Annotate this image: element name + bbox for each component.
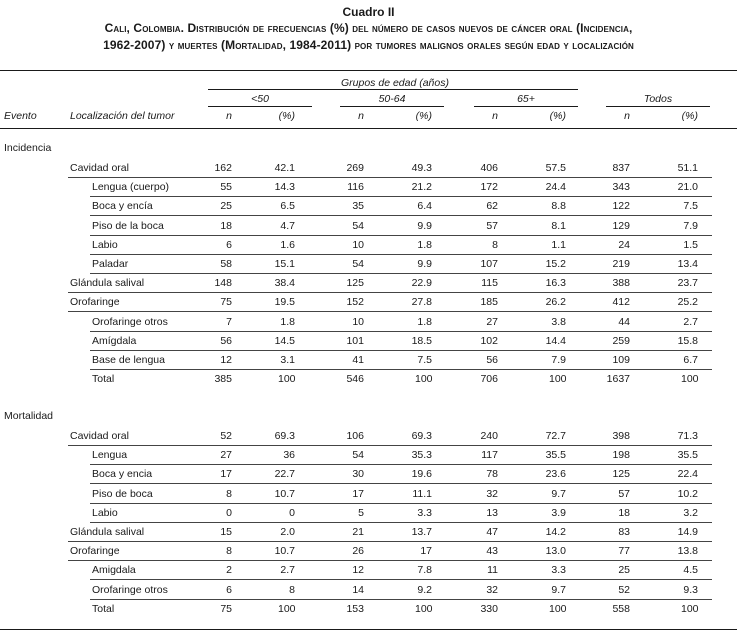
cell-pct: 3.3 — [551, 564, 566, 576]
cell-n: 385 — [214, 373, 232, 385]
cell-pct: 6.7 — [683, 354, 698, 366]
col-evento: Evento — [4, 110, 37, 122]
col-pct-header: (%) — [681, 110, 698, 122]
row-label: Boca y encia — [92, 468, 153, 480]
cell-pct: 3.9 — [551, 507, 566, 519]
age-group-2: 50-64 — [378, 93, 406, 105]
cell-n: 52 — [618, 584, 630, 596]
cell-pct: 10.7 — [274, 545, 295, 557]
cell-n: 837 — [612, 162, 630, 174]
row-label: Total — [92, 603, 115, 615]
cell-n: 240 — [480, 430, 498, 442]
cell-pct: 25.2 — [677, 296, 698, 308]
cell-n: 116 — [347, 181, 364, 193]
cell-n: 1637 — [606, 373, 630, 385]
cell-n: 8 — [492, 239, 498, 251]
cell-n: 162 — [214, 162, 232, 174]
row-rule — [68, 560, 712, 561]
cell-n: 10 — [352, 316, 364, 328]
cell-pct: 22.9 — [411, 277, 432, 289]
row-label: Total — [92, 373, 115, 385]
cell-n: 17 — [352, 488, 364, 500]
cell-n: 117 — [481, 449, 498, 461]
total-rule — [606, 106, 710, 107]
cell-pct: 13.0 — [545, 545, 566, 557]
row-rule — [68, 445, 712, 446]
cell-pct: 8.1 — [551, 220, 566, 232]
cell-pct: 18.5 — [411, 335, 432, 347]
row-rule — [90, 579, 712, 580]
cell-pct: 1.5 — [683, 239, 698, 251]
cell-n: 219 — [612, 258, 630, 270]
cell-pct: 9.7 — [551, 584, 566, 596]
cell-n: 55 — [220, 181, 232, 193]
row-rule — [90, 215, 712, 216]
cell-n: 27 — [220, 449, 232, 461]
cell-pct: 69.3 — [411, 430, 432, 442]
cell-n: 41 — [352, 354, 364, 366]
col-pct-header: (%) — [415, 110, 432, 122]
row-rule — [90, 599, 712, 600]
header-bottom-rule — [0, 128, 737, 129]
cell-n: 35 — [352, 200, 364, 212]
cell-pct: 4.7 — [280, 220, 295, 232]
cell-n: 52 — [220, 430, 232, 442]
cell-pct: 14.5 — [274, 335, 295, 347]
cell-n: 17 — [220, 468, 232, 480]
cell-pct: 100 — [415, 373, 433, 385]
cell-n: 62 — [486, 200, 498, 212]
cell-pct: 15.8 — [677, 335, 698, 347]
row-label: Cavidad oral — [70, 430, 129, 442]
cell-pct: 19.6 — [411, 468, 432, 480]
cell-pct: 14.9 — [677, 526, 698, 538]
cell-n: 125 — [612, 468, 630, 480]
cell-n: 56 — [220, 335, 232, 347]
cell-pct: 3.2 — [683, 507, 698, 519]
cell-pct: 6.5 — [280, 200, 295, 212]
cell-n: 269 — [346, 162, 364, 174]
cell-n: 398 — [612, 430, 630, 442]
cell-pct: 3.3 — [417, 507, 432, 519]
col-n-header: n — [492, 110, 498, 122]
cell-pct: 6.4 — [417, 200, 432, 212]
cell-n: 152 — [346, 296, 364, 308]
cell-pct: 2.7 — [683, 316, 698, 328]
row-rule — [90, 196, 712, 197]
cell-pct: 71.3 — [677, 430, 698, 442]
table-heading-line-2: 1962-2007) y muertes (Mortalidad, 1984-2011) por tumores malignos orales según edad y localización — [103, 38, 634, 52]
cell-pct: 100 — [549, 373, 567, 385]
cell-n: 172 — [480, 181, 498, 193]
cell-n: 14 — [352, 584, 364, 596]
total-group: Todos — [643, 93, 673, 105]
cell-pct: 14.3 — [274, 181, 295, 193]
cell-pct: 100 — [278, 603, 296, 615]
cell-n: 101 — [346, 335, 364, 347]
cell-pct: 1.6 — [280, 239, 295, 251]
cell-pct: 1.1 — [551, 239, 566, 251]
cell-n: 125 — [346, 277, 364, 289]
cell-pct: 9.2 — [417, 584, 432, 596]
age-group-3: 65+ — [517, 93, 535, 105]
row-label: Labio — [92, 239, 118, 251]
cell-pct: 24.4 — [545, 181, 566, 193]
cell-pct: 7.5 — [683, 200, 698, 212]
col-localizacion: Localización del tumor — [70, 110, 175, 122]
cell-n: 58 — [220, 258, 232, 270]
row-label: Boca y encía — [92, 200, 153, 212]
cell-pct: 19.5 — [274, 296, 295, 308]
cell-pct: 27.8 — [411, 296, 432, 308]
cell-pct: 21.0 — [677, 181, 698, 193]
row-rule — [90, 369, 712, 370]
cell-pct: 38.4 — [274, 277, 295, 289]
cell-pct: 100 — [415, 603, 433, 615]
cell-pct: 13.8 — [677, 545, 698, 557]
cell-pct: 42.1 — [274, 162, 295, 174]
cell-pct: 13.7 — [411, 526, 432, 538]
cell-n: 2 — [226, 564, 232, 576]
cell-pct: 100 — [278, 373, 296, 385]
row-rule — [68, 177, 712, 178]
row-rule — [90, 503, 712, 504]
age-rule-1 — [208, 106, 312, 107]
cell-n: 7 — [226, 316, 232, 328]
cell-n: 77 — [618, 545, 630, 557]
cell-pct: 8 — [289, 584, 295, 596]
row-label: Piso de boca — [92, 488, 153, 500]
cell-n: 106 — [346, 430, 364, 442]
row-rule — [90, 331, 712, 332]
row-rule — [68, 292, 712, 293]
age-rule-2 — [340, 106, 444, 107]
row-label: Glándula salival — [70, 526, 145, 538]
cell-pct: 7.9 — [551, 354, 566, 366]
cell-pct: 36 — [283, 449, 295, 461]
cell-n: 546 — [346, 373, 364, 385]
cell-pct: 100 — [681, 603, 699, 615]
cell-n: 21 — [352, 526, 364, 538]
cell-n: 26 — [352, 545, 364, 557]
cell-pct: 7.5 — [417, 354, 432, 366]
cell-pct: 100 — [549, 603, 567, 615]
cell-pct: 10.2 — [677, 488, 698, 500]
cell-n: 558 — [612, 603, 630, 615]
cell-pct: 9.9 — [417, 258, 432, 270]
cell-n: 8 — [226, 488, 232, 500]
cell-pct: 9.3 — [683, 584, 698, 596]
cell-n: 388 — [612, 277, 630, 289]
cell-n: 57 — [618, 488, 630, 500]
cell-n: 6 — [226, 239, 232, 251]
cell-n: 406 — [480, 162, 498, 174]
cell-n: 115 — [481, 277, 498, 289]
cell-pct: 1.8 — [417, 239, 432, 251]
cell-n: 18 — [618, 507, 630, 519]
cell-n: 185 — [480, 296, 498, 308]
cell-pct: 10.7 — [274, 488, 295, 500]
cell-pct: 2.7 — [280, 564, 295, 576]
cell-pct: 100 — [681, 373, 699, 385]
cell-pct: 57.5 — [545, 162, 566, 174]
cell-n: 54 — [352, 449, 364, 461]
cell-n: 412 — [612, 296, 630, 308]
row-label: Orofaringe otros — [92, 316, 168, 328]
cell-pct: 21.2 — [411, 181, 432, 193]
cell-n: 343 — [612, 181, 630, 193]
cell-n: 54 — [352, 220, 364, 232]
cell-pct: 1.8 — [417, 316, 432, 328]
row-rule — [90, 254, 712, 255]
cell-pct: 69.3 — [274, 430, 295, 442]
row-rule — [68, 311, 712, 312]
row-label: Base de lengua — [92, 354, 165, 366]
cell-pct: 49.3 — [411, 162, 432, 174]
cell-pct: 7.8 — [417, 564, 432, 576]
cell-pct: 3.8 — [551, 316, 566, 328]
cell-n: 109 — [612, 354, 630, 366]
cell-n: 198 — [612, 449, 630, 461]
table-caption: Cuadro II — [342, 5, 395, 19]
cell-pct: 23.6 — [545, 468, 566, 480]
row-rule — [90, 522, 712, 523]
age-rule-3 — [474, 106, 578, 107]
top-rule — [0, 70, 737, 71]
cell-pct: 23.7 — [677, 277, 698, 289]
row-rule — [90, 350, 712, 351]
cell-n: 83 — [618, 526, 630, 538]
cell-n: 25 — [618, 564, 630, 576]
cell-pct: 35.5 — [677, 449, 698, 461]
row-rule — [90, 235, 712, 236]
col-n-header: n — [624, 110, 630, 122]
cell-n: 12 — [352, 564, 364, 576]
cell-n: 0 — [226, 507, 232, 519]
cell-pct: 35.5 — [545, 449, 566, 461]
col-n-header: n — [226, 110, 232, 122]
cell-n: 18 — [220, 220, 232, 232]
cell-pct: 0 — [289, 507, 295, 519]
cell-pct: 14.4 — [545, 335, 566, 347]
cell-n: 153 — [346, 603, 364, 615]
cell-pct: 9.7 — [551, 488, 566, 500]
cell-n: 129 — [612, 220, 630, 232]
cell-pct: 16.3 — [545, 277, 566, 289]
cell-n: 330 — [480, 603, 498, 615]
cell-n: 30 — [352, 468, 364, 480]
cell-n: 15 — [220, 526, 232, 538]
cell-pct: 7.9 — [683, 220, 698, 232]
cell-pct: 51.1 — [677, 162, 698, 174]
row-label: Orofaringe — [70, 296, 120, 308]
cell-n: 25 — [220, 200, 232, 212]
cell-n: 12 — [220, 354, 232, 366]
row-label: Lengua (cuerpo) — [92, 181, 170, 193]
cell-n: 24 — [618, 239, 630, 251]
cell-pct: 9.9 — [417, 220, 432, 232]
cell-n: 44 — [618, 316, 630, 328]
cell-pct: 3.1 — [280, 354, 295, 366]
cell-n: 6 — [226, 584, 232, 596]
cell-n: 5 — [358, 507, 364, 519]
cell-pct: 17 — [420, 545, 432, 557]
row-label: Amígdala — [92, 335, 137, 347]
cell-n: 32 — [486, 584, 498, 596]
cell-n: 10 — [352, 239, 364, 251]
cell-pct: 2.0 — [280, 526, 295, 538]
age-group-1: <50 — [251, 93, 269, 105]
row-label: Orofaringe — [70, 545, 120, 557]
col-pct-header: (%) — [549, 110, 566, 122]
cell-n: 13 — [486, 507, 498, 519]
row-rule — [90, 483, 712, 484]
cell-pct: 1.8 — [280, 316, 295, 328]
row-rule — [90, 464, 712, 465]
cell-pct: 72.7 — [545, 430, 566, 442]
cell-n: 107 — [480, 258, 498, 270]
cell-pct: 35.3 — [411, 449, 432, 461]
row-rule — [68, 541, 712, 542]
cell-n: 57 — [486, 220, 498, 232]
table-heading-line-1: Cali, Colombia. Distribución de frecuencias (%) del número de casos nuevos de cáncer oral (Incidencia, — [104, 21, 633, 35]
cell-n: 102 — [480, 335, 498, 347]
cell-n: 75 — [220, 603, 232, 615]
group-header: Grupos de edad (años) — [341, 77, 449, 89]
cell-pct: 8.8 — [551, 200, 566, 212]
col-n-header: n — [358, 110, 364, 122]
cell-pct: 22.7 — [274, 468, 295, 480]
cell-n: 47 — [486, 526, 498, 538]
cell-pct: 22.4 — [677, 468, 698, 480]
cell-n: 148 — [214, 277, 232, 289]
cell-pct: 15.2 — [545, 258, 566, 270]
row-label: Amigdala — [92, 564, 136, 576]
cell-n: 32 — [486, 488, 498, 500]
cell-n: 706 — [480, 373, 498, 385]
cell-n: 43 — [486, 545, 498, 557]
cell-pct: 15.1 — [274, 258, 295, 270]
cell-n: 27 — [486, 316, 498, 328]
cell-pct: 11.1 — [412, 488, 432, 500]
event-label: Incidencia — [4, 142, 52, 154]
row-label: Paladar — [92, 258, 129, 270]
bottom-rule — [0, 629, 737, 630]
row-label: Piso de la boca — [92, 220, 164, 232]
group-rule — [208, 89, 578, 90]
title-block — [0, 4, 737, 54]
col-pct-header: (%) — [278, 110, 295, 122]
cell-n: 56 — [486, 354, 498, 366]
cell-pct: 13.4 — [677, 258, 698, 270]
cell-n: 122 — [612, 200, 630, 212]
cell-pct: 4.5 — [683, 564, 698, 576]
row-label: Lengua — [92, 449, 128, 461]
row-label: Glándula salival — [70, 277, 145, 289]
cell-n: 54 — [352, 258, 364, 270]
cell-n: 11 — [487, 564, 498, 576]
row-label: Labio — [92, 507, 118, 519]
cell-pct: 26.2 — [545, 296, 566, 308]
row-rule — [90, 273, 712, 274]
cell-n: 78 — [486, 468, 498, 480]
cell-n: 75 — [220, 296, 232, 308]
cell-n: 8 — [226, 545, 232, 557]
cell-pct: 14.2 — [545, 526, 566, 538]
cell-n: 259 — [612, 335, 630, 347]
row-label: Orofaringe otros — [92, 584, 168, 596]
row-label: Cavidad oral — [70, 162, 129, 174]
event-label: Mortalidad — [4, 410, 54, 422]
